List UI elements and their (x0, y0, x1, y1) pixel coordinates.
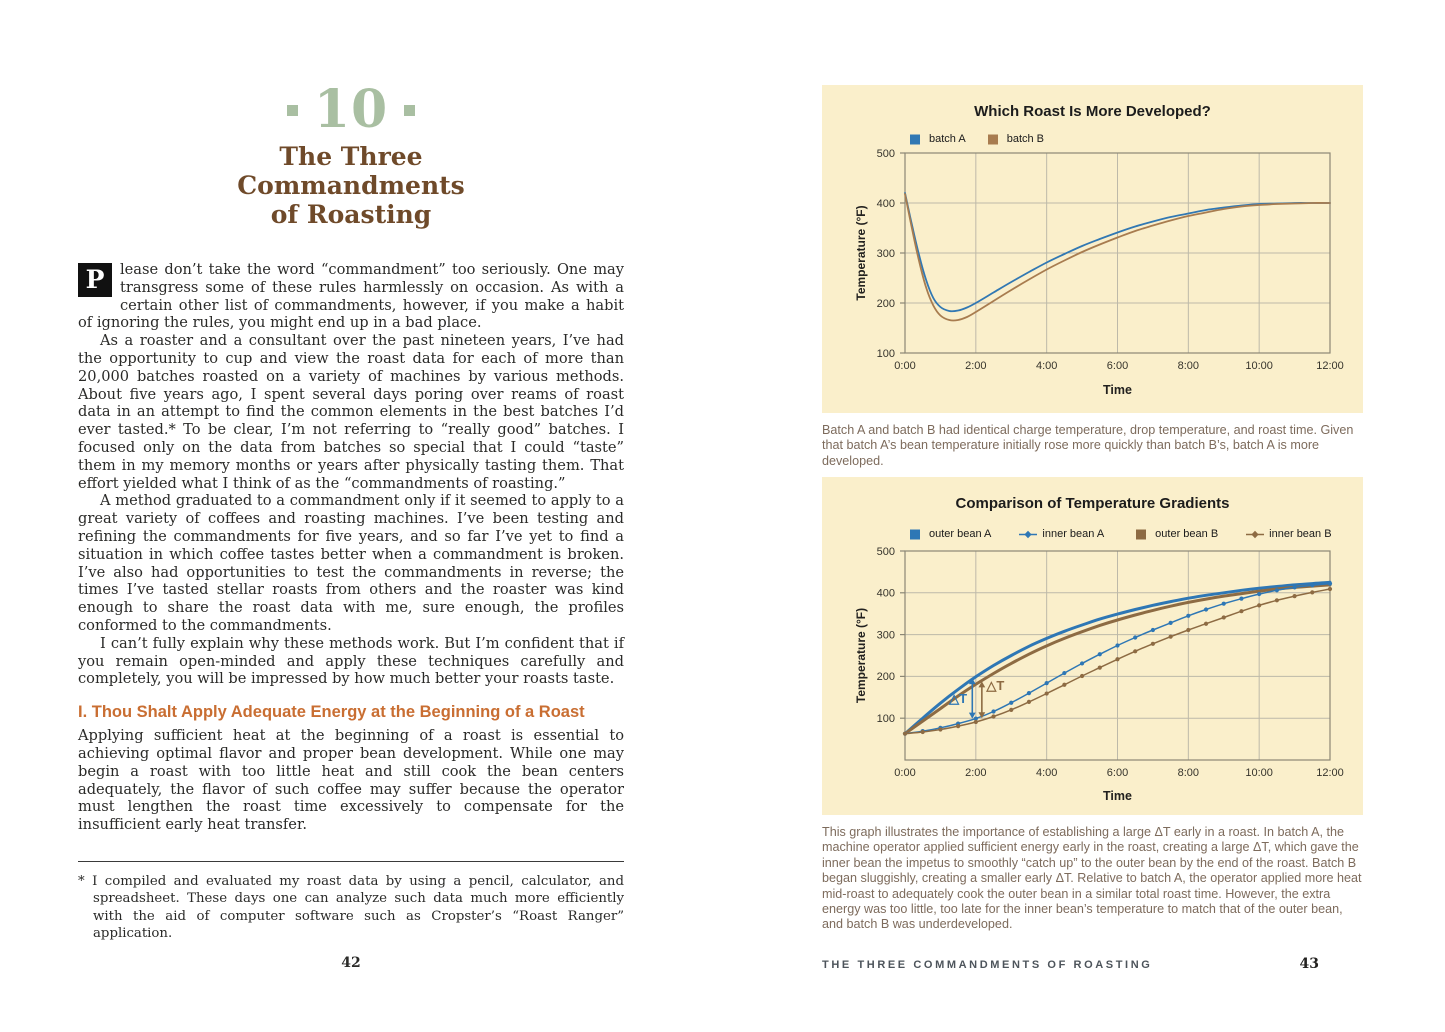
svg-text:100: 100 (876, 713, 895, 725)
paragraph-4: I can’t fully explain why these methods work. But I’m confident that if you remain open-minded and apply these techniques carefully and completely, you will be impressed by how much better your roasts taste. (78, 634, 624, 688)
chapter-title-line: The Three (279, 142, 423, 171)
svg-text:500: 500 (876, 147, 895, 160)
paragraph-3: A method graduated to a commandment only if it seemed to apply to a great variety of coffees and roasting machines. I’ve been testing and refining the commandments for five years, and so far I’ve yet to find a situation in which coffee tastes better when a commandment is broken. I’ve also had opportunities to test the commandments in reverse; the times I’ve tasted stellar roasts from others and the roaster was kind enough to share the roast data with me, sure enough, the profiles conformed to the commandments. (78, 492, 624, 634)
page-42 (78, 0, 624, 1032)
y-axis-title: Temperature (°F) (854, 607, 868, 704)
legend-square-icon (983, 134, 1003, 145)
page-43 (822, 0, 1367, 1032)
chapter-number-block (78, 79, 624, 140)
chart-title-gradients: Comparison of Temperature Gradients (955, 495, 1230, 512)
svg-text:2:00: 2:00 (965, 360, 987, 372)
svg-text:6:00: 6:00 (1106, 360, 1129, 372)
legend-line-marker-icon (1245, 529, 1265, 540)
svg-text:0:00: 0:00 (894, 767, 916, 779)
legend-label: inner bean B (1269, 528, 1332, 540)
ornament-square-icon (287, 105, 298, 116)
svg-text:8:00: 8:00 (1177, 767, 1200, 779)
svg-text:2:00: 2:00 (965, 767, 987, 779)
svg-text:500: 500 (876, 545, 895, 558)
legend-label: batch A (929, 133, 966, 145)
footnote (78, 861, 624, 943)
chart-canvas-gradients (852, 545, 1363, 803)
svg-text:4:00: 4:00 (1035, 360, 1058, 372)
page-number-42: 42 (341, 955, 361, 971)
chart-panel-developed (822, 85, 1363, 413)
legend-square-icon (905, 134, 925, 145)
svg-text:300: 300 (876, 629, 895, 642)
y-axis-title: Temperature (°F) (854, 205, 868, 301)
chart-legend-gradients (905, 528, 1332, 540)
legend-square-icon (905, 529, 925, 540)
figure-caption-gradients: This graph illustrates the importance of establishing a large ΔT early in a roast. In batch A, the machine operator applied sufficient energy early in the roast, creating a large ΔT, which gave the inner bean the impetus to smoothly “catch up” to the outer bean by the end of the roast. Batch B began sluggishly, creating a smaller early ΔT. Relative to batch A, the operator applied more heat mid-roast to adequately cook the outer bean in a similar total roast time. However, the extra energy was too little, too late for the inner bean’s temperature to match that of the outer bean, and batch B was underdeveloped. (822, 825, 1362, 932)
legend-label: batch B (1006, 133, 1045, 145)
paragraph-2: As a roaster and a consultant over the past nineteen years, I’ve had the opportunity to cup and view the roast data for each of more than 20,000 batches roasted on a variety of machines by various methods. About five years ago, I spent several days poring over reams of roast data in an attempt to find the common elements in the best batches I’d ever tasted.* To be clear, I’m not referring to “really good” batches. I focused only on the data from batches so special that I could “taste” them in my memory months or years after physically tasting them. That effort yielded what I think of as the “commandments of roasting.” (78, 332, 624, 492)
x-axis-title: Time (1103, 383, 1132, 397)
svg-text:400: 400 (876, 587, 895, 600)
x-axis-title: Time (1103, 789, 1132, 803)
svg-text:12:00: 12:00 (1316, 767, 1344, 779)
body-text (78, 261, 624, 834)
chart-legend-developed (905, 133, 1044, 145)
footnote-rule (78, 861, 624, 862)
drop-cap: P (78, 263, 112, 297)
footnote-text (78, 873, 624, 943)
legend-item-batch-B (983, 133, 1044, 145)
running-footer-title: THE THREE COMMANDMENTS OF ROASTING (822, 959, 1153, 971)
legend-item-inner-bean-A (1018, 528, 1104, 540)
legend-label: inner bean A (1042, 528, 1105, 540)
legend-item-inner-bean-B (1245, 528, 1331, 540)
svg-text:12:00: 12:00 (1316, 360, 1344, 372)
chart-canvas-developed (852, 147, 1363, 401)
delta-t-arrow (978, 681, 985, 718)
chart-panel-gradients (822, 477, 1363, 815)
legend-square-icon (1131, 529, 1151, 540)
chapter-title (78, 142, 624, 229)
chapter-title-line: of Roasting (270, 200, 432, 229)
chapter-number: 10 (313, 79, 389, 140)
section-heading-commandment-1: I. Thou Shalt Apply Adequate Energy at the Beginning of a Roast (78, 703, 585, 722)
legend-label: outer bean B (1155, 528, 1219, 540)
delta-t-label: △T (986, 678, 1005, 694)
figure-caption-developed: Batch A and batch B had identical charge temperature, drop temperature, and roast time. Given that batch A’s bean temperature initially rose more quickly than batch B’s, batch A is more developed. (822, 423, 1354, 468)
svg-text:200: 200 (876, 671, 895, 684)
footnote-body: I compiled and evaluated my roast data by using a pencil, calculator, and spreadsheet. These days one can analyze such data much more efficiently with the aid of computer software such as Cropster’s “Roast Ranger” application. (92, 874, 624, 942)
legend-item-batch-A (905, 133, 966, 145)
svg-text:200: 200 (876, 297, 895, 310)
legend-line-marker-icon (1018, 529, 1038, 540)
paragraph-1 (78, 261, 624, 332)
svg-text:0:00: 0:00 (894, 360, 916, 372)
svg-text:400: 400 (876, 197, 895, 210)
svg-text:10:00: 10:00 (1245, 767, 1273, 779)
running-footer (822, 956, 1319, 972)
paragraph-1-text: lease don’t take the word “commandment” too seriously. One may transgress some of these rules harmlessly on occasion. As with a certain other list of commandments, however, if you make a habit of ignoring the rules, you might end up in a bad place. (78, 261, 624, 332)
page-number-43: 43 (1299, 956, 1319, 972)
svg-text:300: 300 (876, 247, 895, 260)
chapter-title-line: Commandments (237, 171, 465, 200)
chart-title-developed: Which Roast Is More Developed? (974, 103, 1211, 120)
legend-item-outer-bean-B (1131, 528, 1218, 540)
svg-text:6:00: 6:00 (1106, 767, 1129, 779)
legend-item-outer-bean-A (905, 528, 991, 540)
svg-text:10:00: 10:00 (1245, 360, 1273, 372)
ornament-square-icon (404, 105, 415, 116)
legend-label: outer bean A (929, 528, 992, 540)
svg-text:100: 100 (876, 347, 895, 360)
delta-t-label: △T (949, 691, 968, 707)
svg-text:4:00: 4:00 (1035, 767, 1058, 779)
svg-text:8:00: 8:00 (1177, 360, 1200, 372)
paragraph-5: Applying sufficient heat at the beginning of a roast is essential to achieving optimal flavor and proper bean development. While one may begin a roast with too little heat and still cook the bean centers adequately, the flavor of such coffee may suffer because the operator must lengthen the roast time excessively to compensate for the insufficient early heat transfer. (78, 727, 624, 834)
footnote-marker: * (78, 874, 85, 889)
